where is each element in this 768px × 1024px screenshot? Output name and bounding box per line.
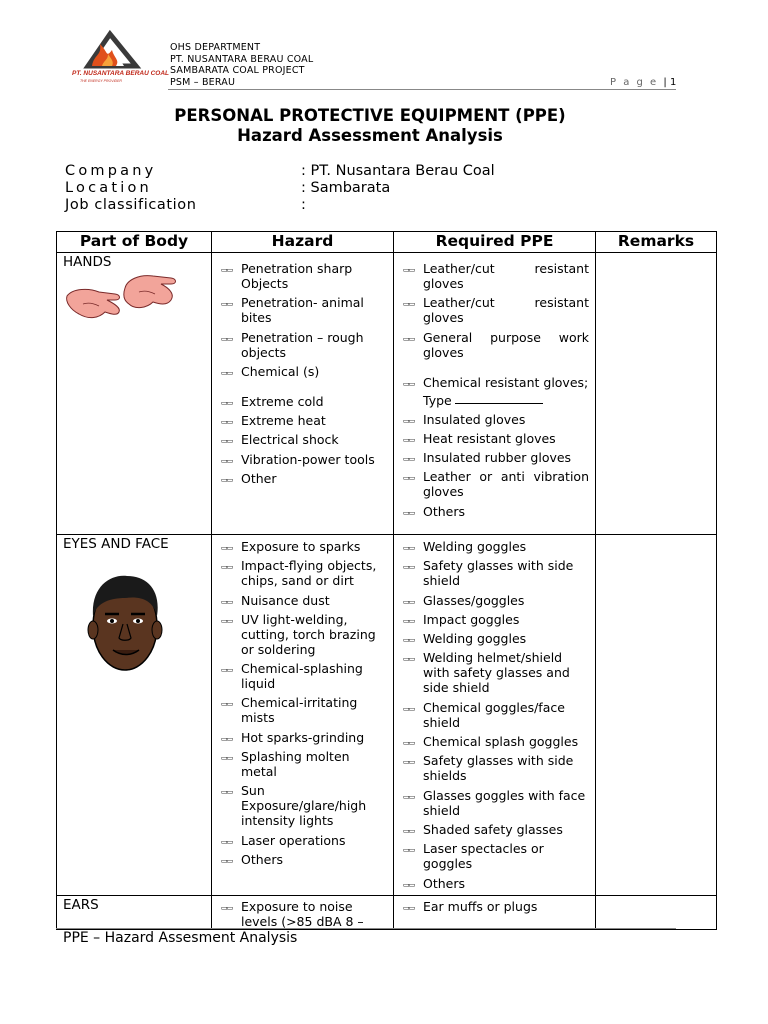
checkbox-icon: ▭▭ (403, 266, 415, 274)
page-indicator (610, 77, 676, 88)
list-item: ▭▭ Chemical (s) (221, 363, 320, 379)
part-cell-hands (57, 253, 212, 535)
checkbox-icon: ▭▭ (403, 655, 415, 664)
checkbox-icon: ▭▭ (221, 734, 233, 743)
info-job-label: Job classification (65, 197, 197, 213)
checkbox-icon: ▭▭ (403, 416, 415, 425)
list-item: ▭▭ Exposure to noise levels (>85 dBA 8 – (221, 898, 364, 929)
checkbox-icon: ▭▭ (403, 758, 415, 767)
checkbox-icon: ▭▭ (403, 792, 415, 801)
header-required-ppe: Required PPE (394, 232, 596, 253)
hazard-list-ears (212, 896, 393, 929)
list-item: ▭▭ Heat resistant gloves (403, 430, 556, 446)
list-item: ▭▭ Penetration- animal bites (221, 295, 364, 326)
list-item: ▭▭ Extreme cold (221, 393, 324, 409)
remarks-cell-hands (596, 253, 717, 535)
table-row-eyes-face (57, 535, 717, 896)
list-item: ▭▭ Leather or anti vibration gloves (403, 469, 589, 500)
checkbox-icon: ▭▭ (221, 456, 233, 465)
info-location-value: : Sambarata (301, 180, 391, 196)
ppe-cell-hands (394, 253, 596, 535)
list-item: ▭▭ Chemical splash goggles (403, 734, 579, 750)
table-row-hands (57, 253, 717, 535)
header-project: SAMBARATA COAL PROJECT (170, 65, 305, 76)
document-title: PERSONAL PROTECTIVE EQUIPMENT (PPE) (174, 106, 566, 125)
list-item: ▭▭ Safety glasses with side shields (403, 753, 574, 784)
list-item: ▭▭ Chemical resistant gloves; (403, 374, 589, 390)
header-part-of-body: Part of Body (57, 232, 212, 253)
checkbox-icon: ▭▭ (403, 880, 415, 889)
checkbox-icon: ▭▭ (403, 474, 415, 483)
list-item: ▭▭ Impact-flying objects, chips, sand or dirt (221, 558, 377, 589)
checkbox-icon: ▭▭ (221, 563, 233, 572)
checkbox-icon: ▭▭ (403, 597, 415, 606)
checkbox-icon: ▭▭ (221, 837, 233, 846)
info-job-value: : (301, 197, 306, 213)
list-item: ▭▭ Glasses goggles with face shield (403, 787, 586, 818)
list-item: ▭▭ Chemical-irritating mists (221, 695, 358, 726)
list-item: ▭▭ Impact goggles (403, 611, 520, 627)
list-item: ▭▭ Safety glasses with side shield (403, 558, 574, 589)
checkbox-icon: ▭▭ (221, 334, 233, 343)
ppe-list-ears (394, 896, 595, 914)
checkbox-icon: ▭▭ (403, 739, 415, 748)
checkbox-icon: ▭▭ (403, 300, 415, 309)
part-label-hands: HANDS (63, 254, 112, 270)
header-lines (170, 42, 313, 88)
header-remarks: Remarks (596, 232, 717, 253)
list-item: ▭▭ Others (403, 875, 466, 891)
part-cell-eyes-face (57, 535, 212, 896)
checkbox-icon: ▭▭ (403, 544, 415, 552)
list-item: ▭▭ Leather/cut resistant gloves (403, 261, 589, 291)
info-location (65, 180, 390, 197)
document-subtitle: Hazard Assessment Analysis (237, 126, 503, 145)
list-item: ▭▭ Welding helmet/shield with safety glasses and side shield (403, 650, 570, 696)
checkbox-icon: ▭▭ (221, 903, 233, 912)
footer-divider (56, 928, 676, 929)
checkbox-icon: ▭▭ (403, 846, 415, 855)
list-item: ▭▭ Laser spectacles or goggles (403, 841, 544, 872)
info-job-classification (65, 197, 306, 214)
checkbox-icon: ▭▭ (221, 544, 233, 552)
ppe-table (56, 231, 717, 930)
ppe-type-line (394, 393, 595, 408)
part-cell-ears (57, 895, 212, 929)
hazard-cell-hands (212, 253, 394, 535)
ppe-cell-eyes-face (394, 535, 596, 896)
list-item: ▭▭ Electrical shock (221, 432, 339, 448)
checkbox-icon: ▭▭ (221, 788, 233, 797)
header-department: OHS DEPARTMENT (170, 42, 261, 53)
list-item: ▭▭ Chemical-splashing liquid (221, 661, 363, 692)
checkbox-icon: ▭▭ (403, 508, 415, 517)
checkbox-icon: ▭▭ (403, 334, 415, 343)
footer-text: PPE – Hazard Assesment Analysis (63, 930, 298, 946)
logo-tagline: THE ENERGY PROVIDER (80, 79, 122, 83)
part-label-ears: EARS (63, 896, 99, 913)
info-company-label: Company (65, 163, 157, 179)
list-item: ▭▭ Welding goggles (403, 631, 527, 647)
face-illustration (81, 570, 201, 690)
checkbox-icon: ▭▭ (221, 266, 233, 274)
list-item: ▭▭ Welding goggles (403, 539, 527, 554)
table-header-row (57, 232, 717, 253)
page-label: P a g e (610, 77, 659, 88)
page-number: | 1 (663, 77, 677, 88)
checkbox-icon: ▭▭ (221, 856, 233, 865)
header-site: PSM – BERAU (170, 76, 236, 88)
list-item: ▭▭ Insulated gloves (403, 411, 526, 427)
checkbox-icon: ▭▭ (403, 455, 415, 464)
ppe-list-hands (394, 253, 595, 390)
checkbox-icon: ▭▭ (403, 704, 415, 713)
checkbox-icon: ▭▭ (221, 616, 233, 625)
ppe-list-eyes-face (394, 535, 595, 891)
hands-illustration (63, 274, 183, 330)
list-item: ▭▭ Glasses/goggles (403, 592, 525, 608)
checkbox-icon: ▭▭ (403, 826, 415, 835)
remarks-cell-eyes-face (596, 535, 717, 896)
checkbox-icon: ▭▭ (221, 700, 233, 709)
list-item: ▭▭ Shaded safety glasses (403, 821, 563, 837)
checkbox-icon: ▭▭ (403, 903, 415, 912)
list-item: ▭▭ Insulated rubber gloves (403, 450, 572, 466)
checkbox-icon: ▭▭ (221, 476, 233, 485)
list-item: ▭▭ Hot sparks-grinding (221, 729, 365, 745)
checkbox-icon: ▭▭ (403, 435, 415, 444)
checkbox-icon: ▭▭ (221, 300, 233, 309)
table-row-ears (57, 895, 717, 929)
ppe-list-hands-cont (394, 412, 595, 519)
list-item: ▭▭ Leather/cut resistant gloves (403, 295, 589, 326)
remarks-cell-ears (596, 895, 717, 929)
list-item: ▭▭ Other (221, 471, 277, 487)
info-company-value: : PT. Nusantara Berau Coal (301, 163, 495, 179)
header-company: PT. NUSANTARA BERAU COAL (170, 53, 314, 65)
checkbox-icon: ▭▭ (221, 666, 233, 675)
list-item: ▭▭ Ear muffs or plugs (403, 898, 538, 914)
list-item: ▭▭ Penetration – rough objects (221, 329, 364, 360)
list-item: ▭▭ General purpose work gloves (403, 329, 589, 360)
checkbox-icon: ▭▭ (221, 398, 233, 407)
company-logo (66, 30, 170, 86)
checkbox-icon: ▭▭ (221, 437, 233, 446)
ppe-cell-ears (394, 895, 596, 929)
list-item: ▭▭ Vibration-power tools (221, 451, 375, 467)
checkbox-icon: ▭▭ (403, 616, 415, 625)
list-item: ▭▭ UV light-welding, cutting, torch brazing or soldering (221, 611, 376, 657)
list-item: ▭▭ Extreme heat (221, 413, 326, 429)
checkbox-icon: ▭▭ (403, 636, 415, 645)
header-divider (168, 89, 676, 90)
ppe-type-blank (455, 403, 543, 404)
header-hazard: Hazard (212, 232, 394, 253)
hazard-cell-eyes-face (212, 535, 394, 896)
hazard-cell-ears (212, 895, 394, 929)
checkbox-icon: ▭▭ (403, 563, 415, 572)
list-item: ▭▭ Nuisance dust (221, 592, 330, 608)
list-item: ▭▭ Chemical goggles/face shield (403, 699, 565, 730)
info-company (65, 163, 495, 180)
checkbox-icon: ▭▭ (221, 418, 233, 427)
ppe-type-label: Type (423, 392, 452, 408)
list-item: ▭▭ Others (221, 851, 284, 867)
checkbox-icon: ▭▭ (221, 597, 233, 606)
list-item: ▭▭ Sun Exposure/glare/high intensity lights (221, 783, 367, 829)
part-label-eyes-face: EYES AND FACE (63, 536, 169, 552)
list-item: ▭▭ Splashing molten metal (221, 749, 350, 780)
hazard-list-hands (212, 253, 393, 486)
info-location-label: Location (65, 180, 152, 196)
checkbox-icon: ▭▭ (221, 754, 233, 763)
logo-text: PT. NUSANTARA BERAU COAL (72, 70, 170, 77)
list-item: ▭▭ Others (403, 503, 466, 519)
checkbox-icon: ▭▭ (403, 379, 415, 388)
hazard-clip-ears (212, 896, 393, 928)
list-item: ▭▭ Penetration sharp Objects (221, 261, 353, 291)
list-item: ▭▭ Laser operations (221, 832, 346, 848)
list-item: ▭▭ Exposure to sparks (221, 539, 361, 554)
checkbox-icon: ▭▭ (221, 368, 233, 377)
hazard-list-eyes-face (212, 535, 393, 867)
